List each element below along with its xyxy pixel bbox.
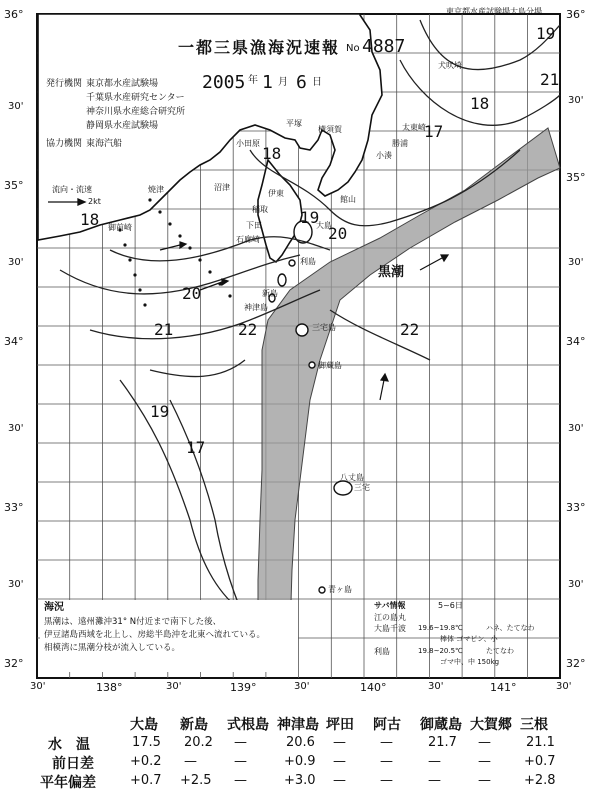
place-hachijojima: 八丈島: [340, 473, 364, 482]
hachijojima-island: [334, 481, 352, 495]
coop-name: 東海汽船: [86, 139, 123, 149]
table-cell: —: [234, 773, 247, 788]
lon-label: 30': [294, 681, 310, 692]
table-cell: —: [234, 735, 247, 750]
isotherm-label: 20: [328, 224, 348, 243]
notes-line-3: 相模湾に黒潮分枝が流入している。: [44, 643, 181, 653]
lon-label: 138°: [96, 681, 123, 694]
isotherm-label: 22: [238, 320, 258, 339]
isotherm-label: 19: [150, 402, 170, 421]
place-inatori: 稲取: [252, 205, 268, 214]
place-mikurajima: 御蔵島: [318, 361, 342, 370]
table-cell: —: [184, 754, 197, 769]
issue-date-month: 1: [262, 72, 273, 93]
lat-label-right: 35°: [566, 171, 586, 184]
col-header: 御蔵島: [420, 717, 462, 733]
lon-label: 30': [556, 681, 572, 692]
isotherm-label: 18: [80, 210, 100, 229]
issue-no-label: No: [346, 43, 360, 54]
page-title: 一都三県漁海況速報: [178, 38, 341, 57]
table-cell: —: [478, 735, 491, 750]
saba-place: 江の島丸: [374, 613, 406, 622]
place-ito: 伊東: [268, 189, 284, 198]
place-katsuura: 勝浦: [392, 139, 408, 148]
issue-date-month-unit: 月: [278, 77, 288, 88]
isotherm-label: 17: [424, 122, 444, 141]
col-header: 神津島: [277, 717, 319, 733]
lon-label: 30': [30, 681, 46, 692]
isotherm-label: 18: [262, 144, 282, 163]
lon-label: 141°: [490, 681, 517, 694]
place-toshima: 利島: [300, 257, 316, 266]
lat-label-left: 30': [8, 579, 24, 590]
issue-date-year: 2005: [202, 72, 246, 93]
saba-place: 利島: [374, 647, 390, 656]
lat-label-right: 30': [568, 95, 584, 106]
table-cell: —: [380, 735, 393, 750]
table-cell: —: [380, 754, 393, 769]
lat-label-left: 30': [8, 101, 24, 112]
table-cell: +3.0: [284, 773, 316, 788]
issue-date-day-unit: 日: [312, 77, 322, 88]
table-cell: 17.5: [132, 735, 161, 750]
table-cell: —: [234, 754, 247, 769]
publisher-1: 東京都水産試験場: [86, 79, 159, 89]
miyakejima-island: [296, 324, 308, 336]
coop-label: 協力機関: [46, 139, 83, 149]
col-header: 式根島: [227, 717, 269, 733]
notes-box: [40, 600, 298, 672]
saba-place: 大島千波: [374, 624, 406, 633]
table-cell: +0.7: [524, 754, 556, 769]
notes-line-1: 黒潮は、遠州灘沖31° N付近まで南下した後、: [44, 617, 222, 627]
isotherm-label: 18: [470, 94, 490, 113]
issue-number: 4887: [362, 36, 406, 57]
place-shimoda: 下田: [246, 221, 262, 230]
table-cell: +2.5: [180, 773, 212, 788]
lon-label: 30': [428, 681, 444, 692]
publisher-4: 静岡県水産試験場: [86, 121, 159, 131]
saba-info: ハネ、たてなわ: [486, 624, 535, 632]
isotherm-label: 21: [154, 320, 174, 339]
publishers-label: 発行機関: [46, 79, 83, 89]
place-odawara: 小田原: [236, 139, 260, 148]
table-cell: —: [478, 754, 491, 769]
col-header: 大賀郷: [470, 717, 512, 733]
row-label: 前日差: [52, 756, 94, 772]
isotherm-label: 20: [182, 284, 202, 303]
table-cell: —: [333, 735, 346, 750]
place-hiratsuka: 平塚: [286, 119, 302, 128]
place-miyakejima: 三宅島: [312, 323, 336, 332]
table-cell: —: [380, 773, 393, 788]
saba-info: ゴマ中、中 150kg: [440, 658, 500, 666]
lat-label-right: 32°: [566, 657, 586, 670]
place-kuroshio: 黒潮: [378, 265, 405, 280]
isotherm-label: 19: [536, 24, 556, 43]
place-niijima: 新島: [262, 289, 278, 298]
isotherm-label: 19: [300, 208, 320, 227]
saba-info: 棒体 ゴマピン、小: [440, 635, 498, 643]
lat-label-right: 34°: [566, 335, 586, 348]
table-cell: +0.2: [130, 754, 162, 769]
table-cell: 21.1: [526, 735, 555, 750]
place-oshima: 大島: [316, 221, 332, 230]
table-cell: —: [428, 754, 441, 769]
saba-info-box: [374, 600, 558, 672]
aogashima-island: [319, 587, 325, 593]
table-cell: 20.6: [286, 735, 315, 750]
place-mishima: 三宅: [354, 483, 370, 492]
isotherm-label: 17: [186, 438, 206, 457]
issue-date-day: 6: [296, 72, 307, 93]
table-cell: +0.7: [130, 773, 162, 788]
lat-label-right: 33°: [566, 501, 586, 514]
table-cell: —: [333, 773, 346, 788]
lat-label-right: 30': [568, 257, 584, 268]
table-cell: —: [478, 773, 491, 788]
place-omaezaki: 御前崎: [108, 223, 132, 232]
table-cell: —: [333, 754, 346, 769]
lat-label-left: 30': [8, 257, 24, 268]
place-numazu: 沼津: [214, 183, 230, 192]
legend-speed: 2kt: [88, 197, 101, 206]
toshima-island: [289, 260, 295, 266]
place-iwaki: 石廊崎: [236, 235, 260, 244]
table-cell: 20.2: [184, 735, 213, 750]
lat-label-right: 30': [568, 579, 584, 590]
lat-label-left: 36°: [4, 8, 24, 21]
agency-label: 東京都水産試験場大島分場: [446, 7, 542, 16]
col-header: 新島: [180, 717, 208, 733]
col-header: 三根: [520, 717, 548, 733]
lat-label-left: 30': [8, 423, 24, 434]
table-cell: +2.8: [524, 773, 556, 788]
saba-temp: 19.6~19.8℃: [418, 624, 463, 632]
lon-label: 140°: [360, 681, 387, 694]
col-header: 阿古: [373, 717, 401, 733]
lat-label-left: 34°: [4, 335, 24, 348]
saba-title: サバ情報: [374, 601, 406, 610]
table-cell: —: [428, 773, 441, 788]
col-header: 坪田: [326, 717, 354, 733]
row-label: 平年偏差: [40, 775, 96, 791]
lat-label-left: 32°: [4, 657, 24, 670]
lon-label: 139°: [230, 681, 257, 694]
lat-label-right: 30': [568, 423, 584, 434]
isotherm-label: 22: [400, 320, 420, 339]
publisher-2: 千葉県水産研究センター: [86, 93, 185, 103]
place-taitosaki: 太東崎: [402, 123, 426, 132]
saba-temp: 19.8~20.5℃: [418, 647, 463, 655]
place-tateyama: 館山: [340, 195, 356, 204]
table-cell: 21.7: [428, 735, 457, 750]
legend-label: 流向・流速: [52, 185, 92, 194]
place-aogashima: 青ヶ島: [328, 585, 352, 594]
lat-label-left: 35°: [4, 179, 24, 192]
mikurajima-island: [309, 362, 315, 368]
issue-date-year-unit: 年: [248, 75, 258, 86]
lon-label: 30': [166, 681, 182, 692]
row-label: 水 温: [48, 737, 90, 753]
niijima-island: [278, 274, 286, 286]
col-header: 大島: [130, 717, 158, 733]
publisher-3: 神奈川県水産総合研究所: [86, 107, 186, 117]
notes-line-2: 伊豆諸島西域を北上し、房総半島沖を北東へ流れている。: [44, 630, 266, 640]
water-temp-table: [0, 700, 600, 800]
place-inubozaki: 犬吠埼: [438, 61, 462, 70]
notes-title: 海況: [44, 602, 64, 613]
isotherm-label: 21: [540, 70, 560, 89]
place-yaizu: 焼津: [148, 185, 164, 194]
lat-label-left: 33°: [4, 501, 24, 514]
place-kozushima: 神津島: [244, 303, 268, 312]
lat-label-right: 36°: [566, 8, 586, 21]
saba-date: 5~6日: [438, 601, 463, 610]
table-cell: +0.9: [284, 754, 316, 769]
place-kochi: 小湊: [376, 151, 392, 160]
saba-info: たてなわ: [486, 647, 514, 655]
place-yokosuka: 横須賀: [318, 125, 342, 134]
